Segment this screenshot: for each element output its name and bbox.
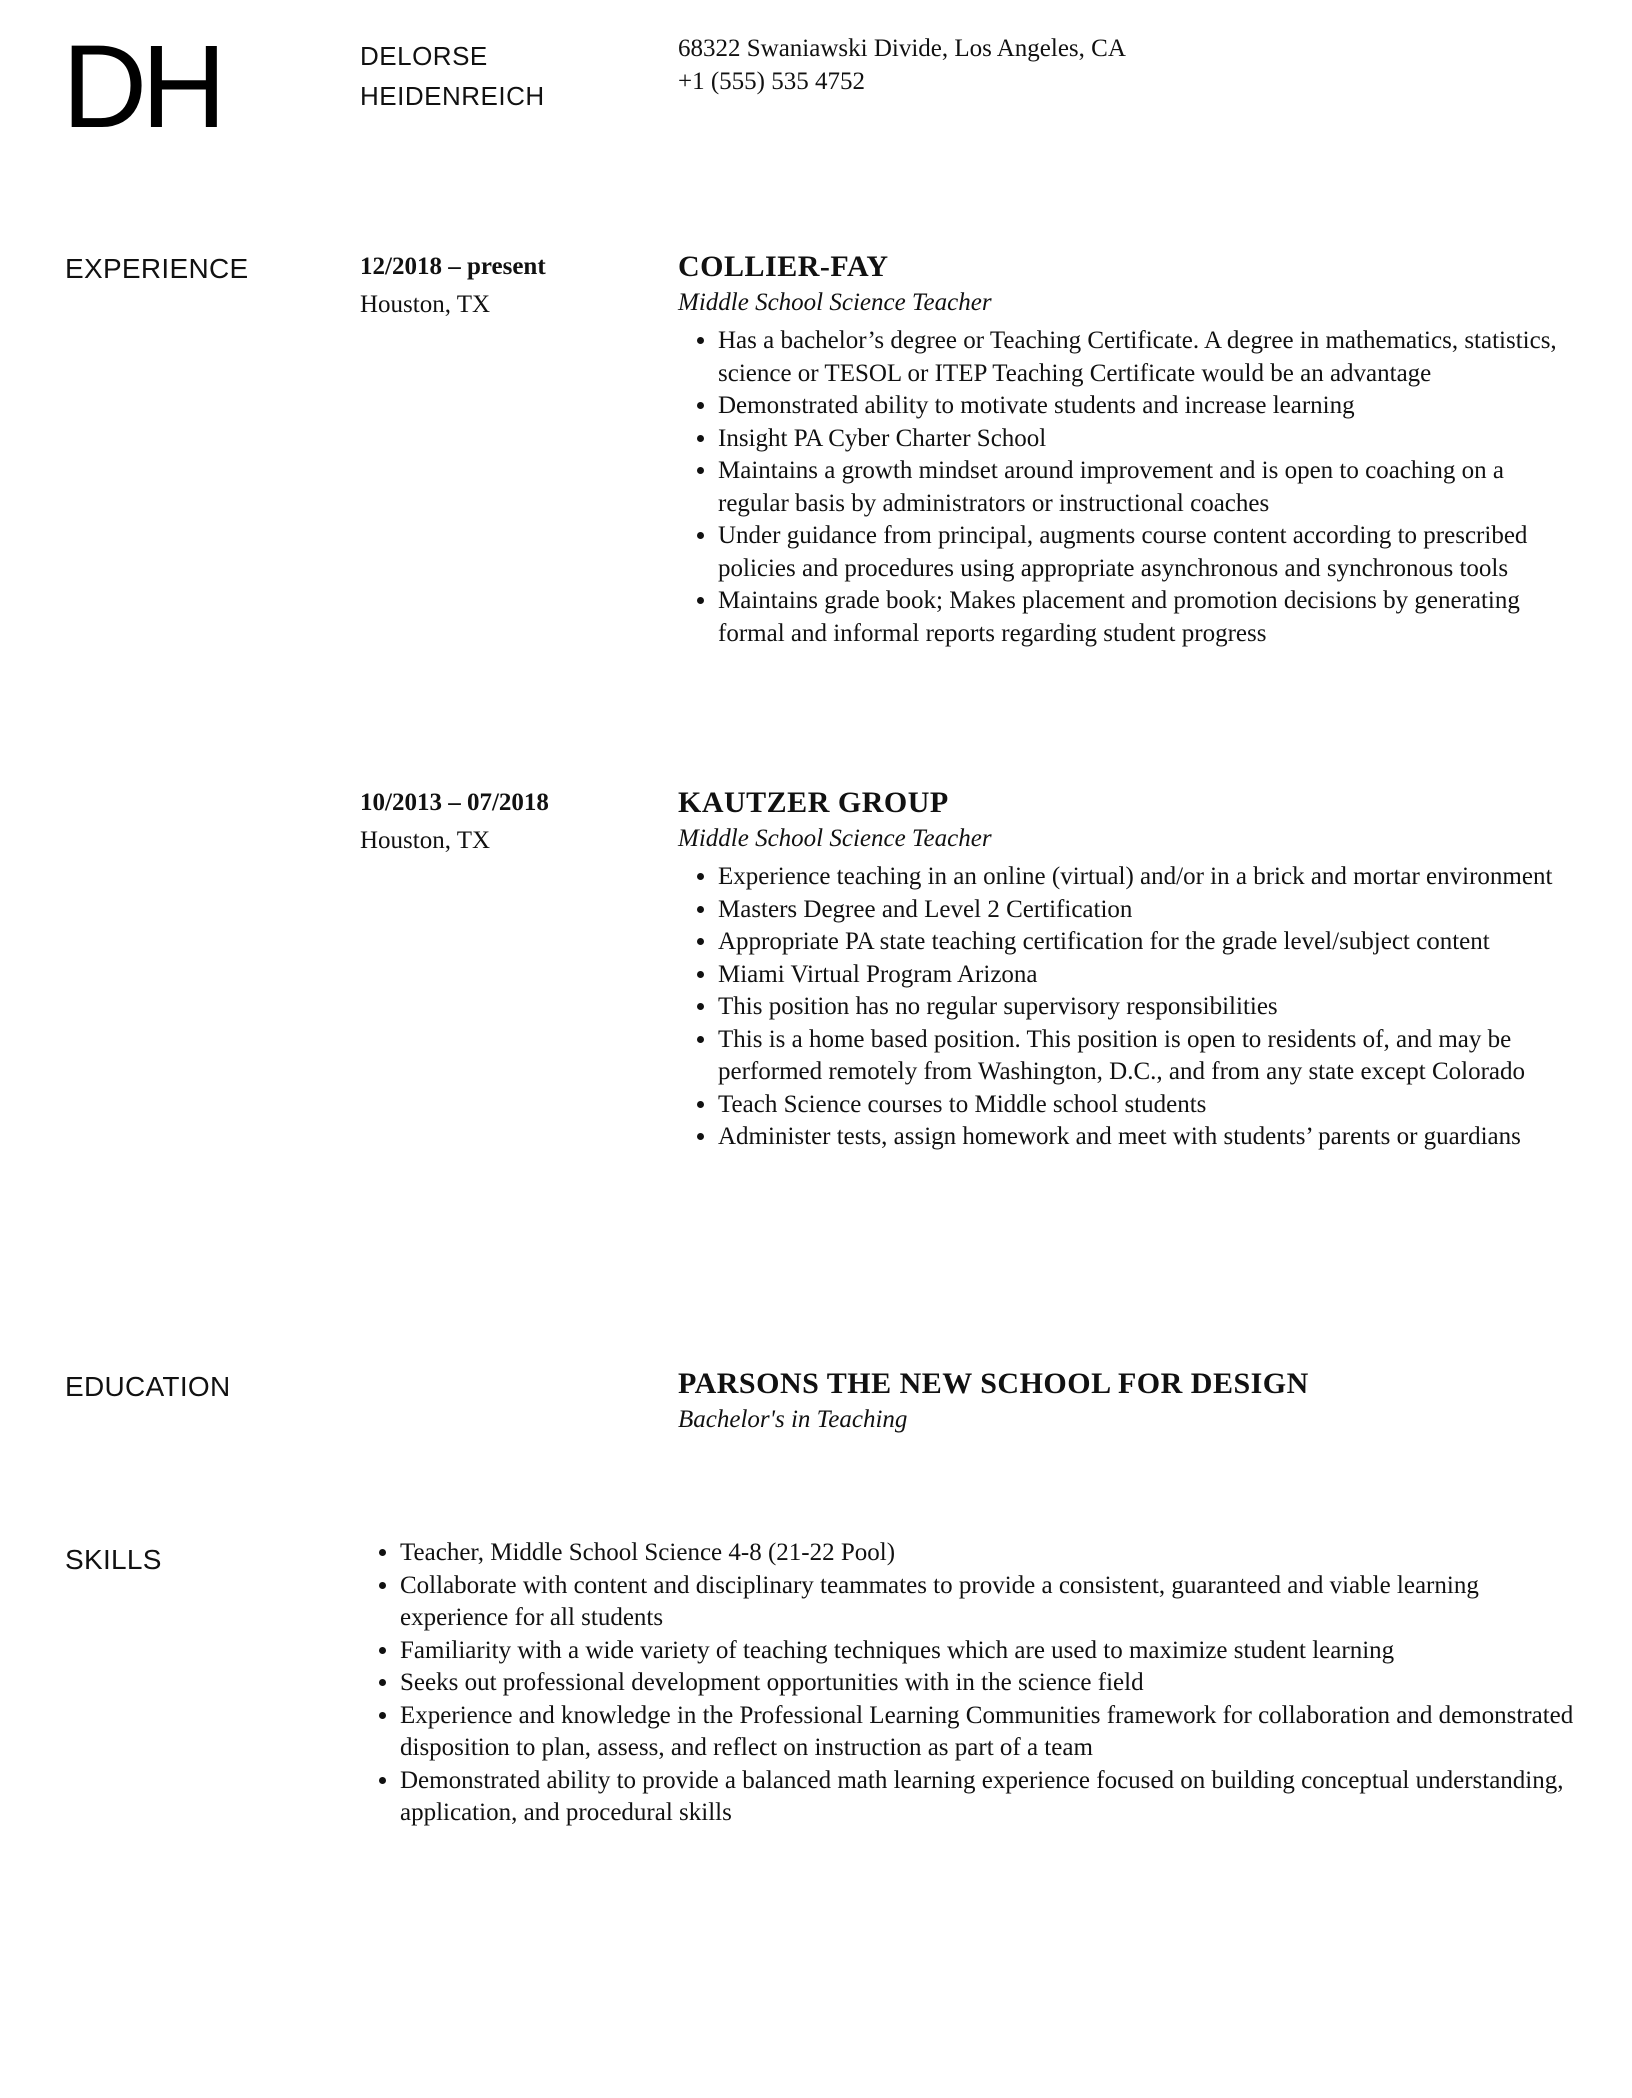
degree: Bachelor's in Teaching — [678, 1406, 908, 1433]
first-name: DELORSE — [360, 41, 488, 71]
contact-info — [678, 32, 1126, 98]
list-item: • Miami Virtual Program Arizona — [718, 959, 1578, 992]
list-item: • Teach Science courses to Middle school students — [718, 1089, 1578, 1122]
list-item: • Administer tests, assign homework and meet with students’ parents or guardians — [718, 1121, 1578, 1154]
list-item: • Has a bachelor’s degree or Teaching Certificate. A degree in mathematics, statistics, science or TESOL or ITEP Teaching Certificate would be an advantage — [718, 325, 1578, 390]
school-name: PARSONS THE NEW SCHOOL FOR DESIGN — [678, 1367, 1309, 1400]
list-item: • Collaborate with content and disciplinary teammates to provide a consistent, guaranteed and viable learning experience for all students — [400, 1570, 1590, 1635]
job-dates: 12/2018 – present — [360, 253, 546, 280]
job-title: Middle School Science Teacher — [678, 825, 992, 852]
phone: +1 (555) 535 4752 — [678, 68, 865, 95]
job-location: Houston, TX — [360, 827, 491, 854]
job-title: Middle School Science Teacher — [678, 289, 992, 316]
list-item: • This is a home based position. This position is open to residents of, and may be performed remotely from Washington, D.C., and from any state except Colorado — [718, 1024, 1578, 1089]
education-entry — [678, 1366, 1578, 1438]
list-item: • Experience and knowledge in the Professional Learning Communities framework for collaboration and demonstrated disposition to plan, assess, and reflect on instruction as part of a team — [400, 1700, 1590, 1765]
job-bullets — [678, 861, 1578, 1154]
list-item: • Masters Degree and Level 2 Certification — [718, 894, 1578, 927]
list-item: • Teacher, Middle School Science 4-8 (21-22 Pool) — [400, 1537, 1590, 1570]
list-item: • Maintains a growth mindset around improvement and is open to coaching on a regular basis by administrators or instructional coaches — [718, 455, 1578, 520]
job-dates: 10/2013 – 07/2018 — [360, 789, 549, 816]
address: 68322 Swaniawski Divide, Los Angeles, CA — [678, 35, 1126, 62]
job-bullets — [678, 325, 1578, 650]
section-title-education: EDUCATION — [65, 1371, 231, 1402]
job-entry — [678, 785, 1578, 1154]
list-item: • Familiarity with a wide variety of teaching techniques which are used to maximize student learning — [400, 1635, 1590, 1668]
company-name: COLLIER-FAY — [678, 250, 889, 283]
list-item: • Under guidance from principal, augments course content according to prescribed policies and procedures using appropriate asynchronous and synchronous tools — [718, 520, 1578, 585]
list-item: • Demonstrated ability to provide a balanced math learning experience focused on building conceptual understanding, application, and procedural skills — [400, 1765, 1590, 1830]
job-location: Houston, TX — [360, 291, 491, 318]
list-item: • Seeks out professional development opportunities with in the science field — [400, 1667, 1590, 1700]
list-item: • Demonstrated ability to motivate students and increase learning — [718, 390, 1578, 423]
list-item: • Experience teaching in an online (virtual) and/or in a brick and mortar environment — [718, 861, 1578, 894]
job-dates-block — [360, 784, 549, 860]
section-title-skills: SKILLS — [65, 1544, 162, 1575]
list-item: • Appropriate PA state teaching certification for the grade level/subject content — [718, 926, 1578, 959]
list-item: • Maintains grade book; Makes placement and promotion decisions by generating formal and informal reports regarding student progress — [718, 585, 1578, 650]
candidate-name — [360, 36, 545, 116]
list-item: • This position has no regular supervisory responsibilities — [718, 991, 1578, 1024]
initials-monogram: DH — [62, 21, 221, 153]
last-name: HEIDENREICH — [360, 81, 545, 111]
skills-list — [360, 1537, 1590, 1830]
company-name: KAUTZER GROUP — [678, 786, 949, 819]
list-item: • Insight PA Cyber Charter School — [718, 423, 1578, 456]
job-entry — [678, 249, 1578, 650]
skills-list-block — [360, 1537, 1590, 1830]
section-title-experience: EXPERIENCE — [65, 253, 249, 284]
job-dates-block — [360, 248, 546, 324]
